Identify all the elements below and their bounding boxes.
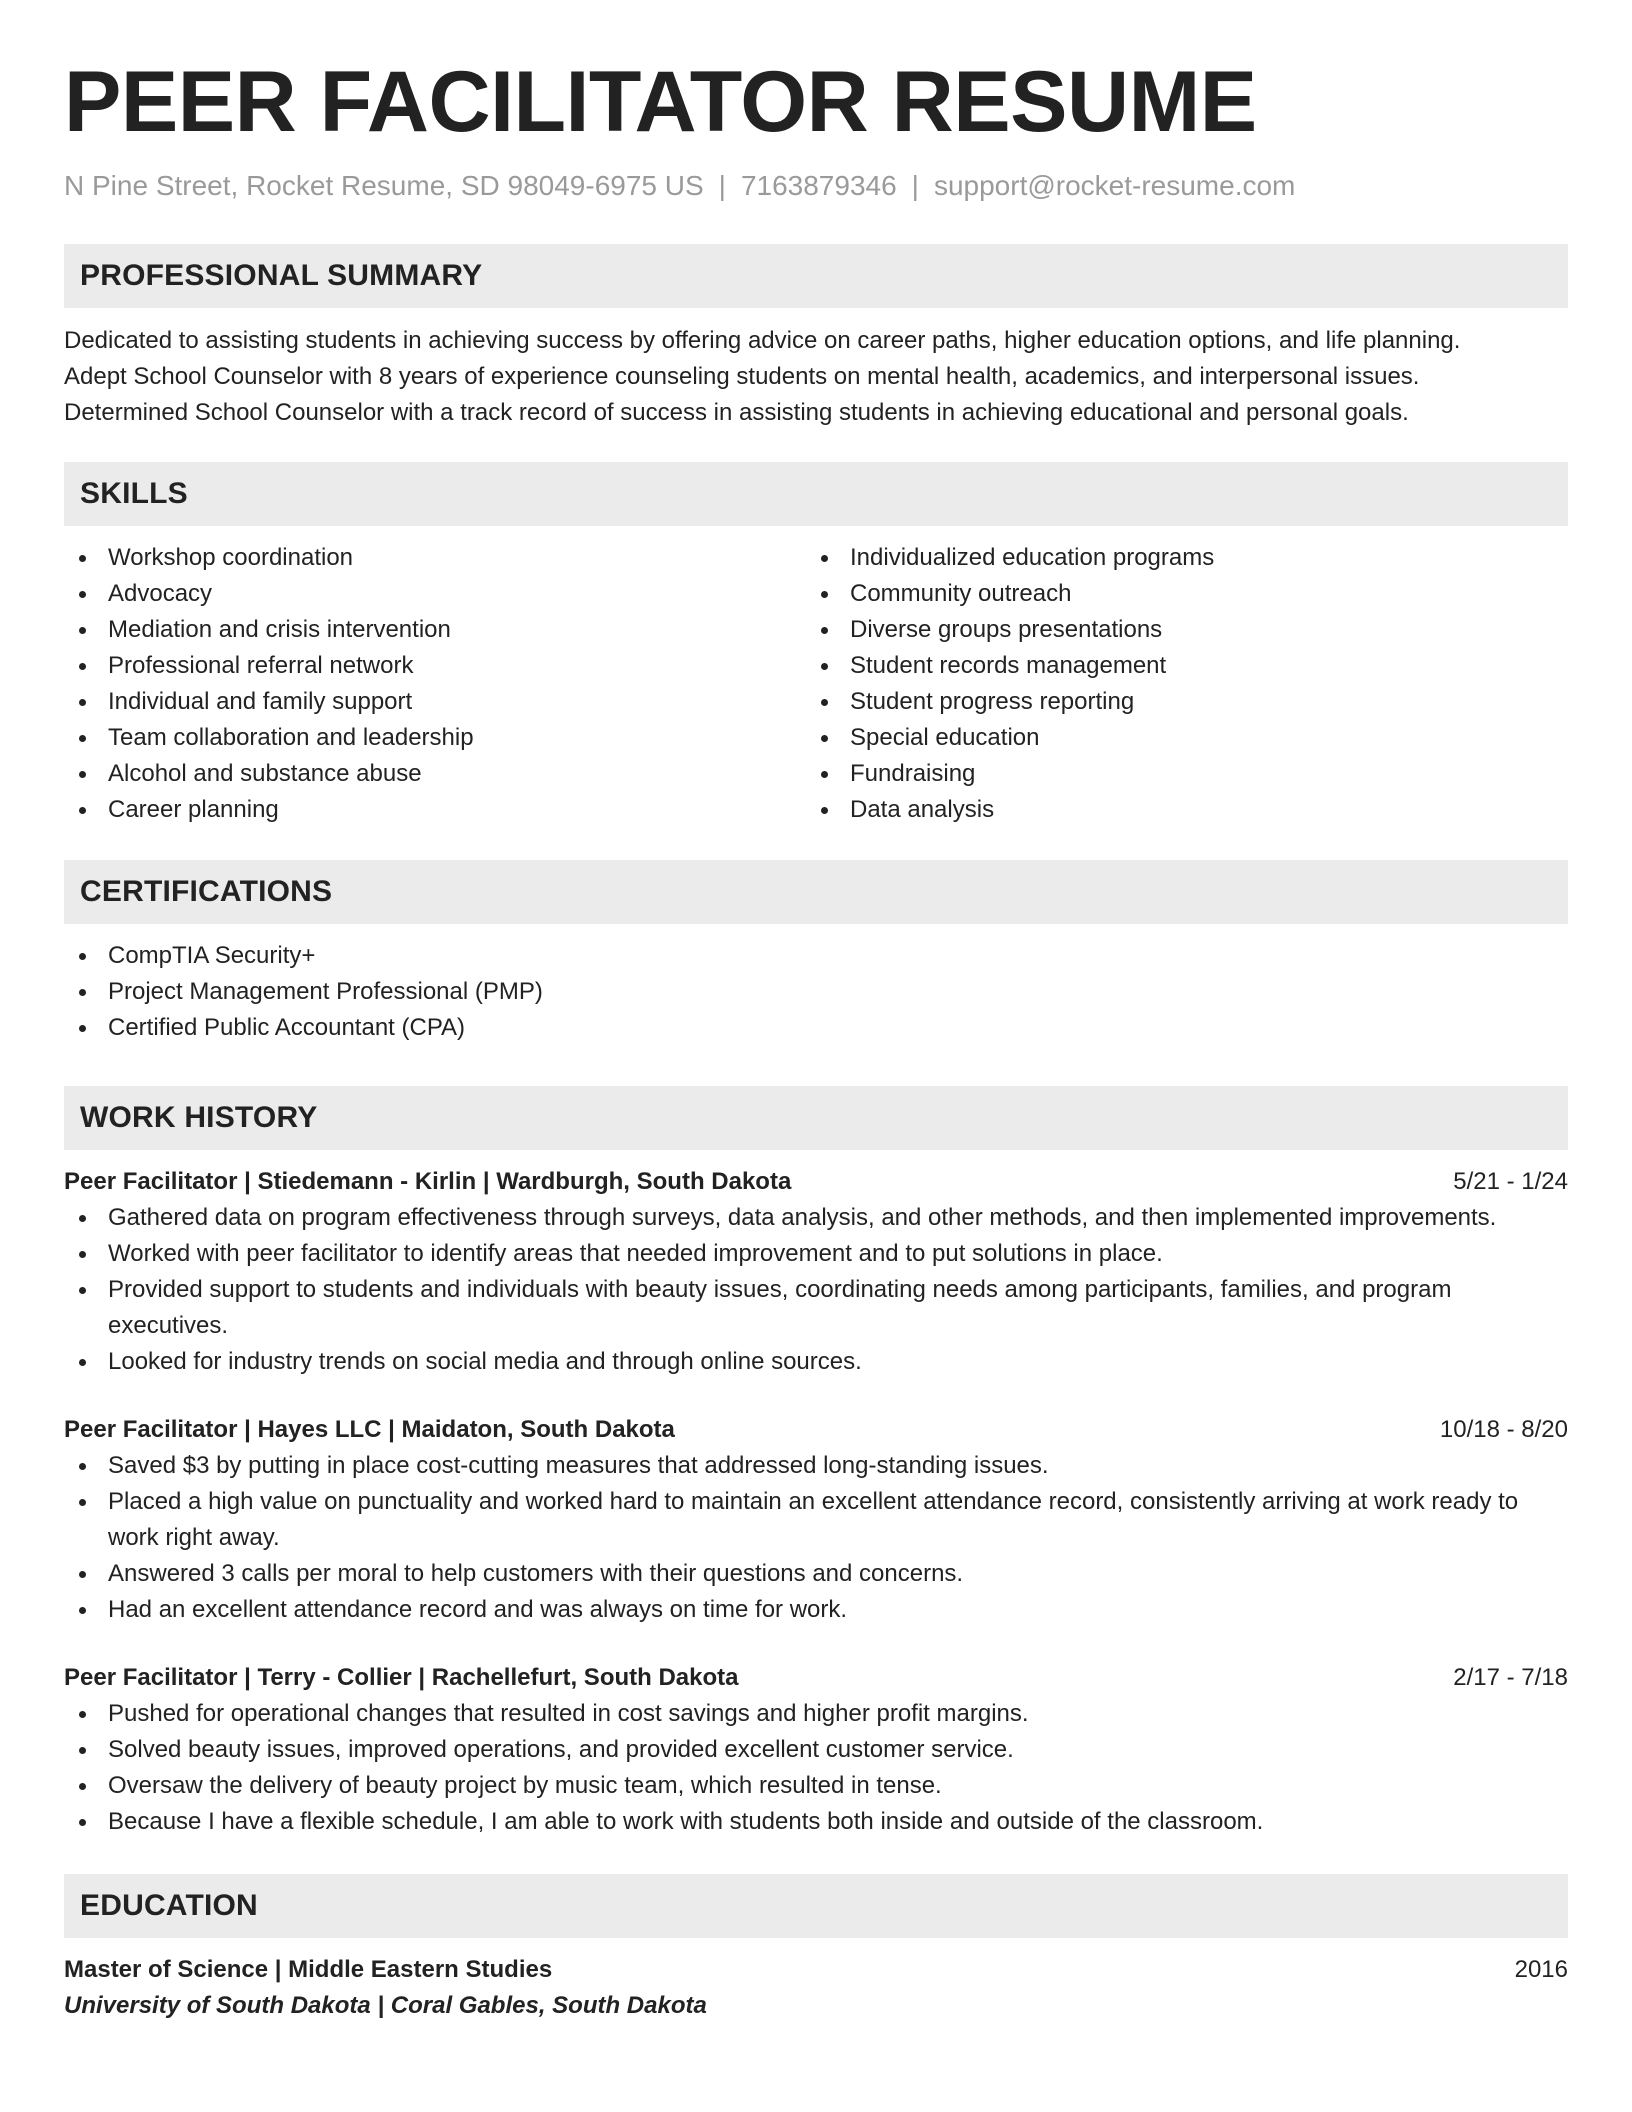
contact-address: N Pine Street, Rocket Resume, SD 98049-6975 US <box>64 170 704 201</box>
job-bullet: Pushed for operational changes that resulted in cost savings and higher profit margins. <box>64 1696 1568 1732</box>
job-bullet: Looked for industry trends on social media and through online sources. <box>64 1344 1568 1380</box>
job-title: Peer Facilitator | Stiedemann - Kirlin | Wardburgh, South Dakota <box>64 1168 792 1195</box>
certification-item: Project Management Professional (PMP) <box>64 974 1568 1010</box>
skill-item: Individualized education programs <box>806 540 1548 576</box>
certifications-list <box>64 938 1568 1046</box>
job-entry <box>64 1412 1568 1628</box>
skill-item: Student progress reporting <box>806 684 1548 720</box>
skills-list-right <box>806 540 1548 828</box>
contact-email: support@rocket-resume.com <box>933 170 1296 201</box>
skill-item: Individual and family support <box>64 684 806 720</box>
skill-item: Special education <box>806 720 1548 756</box>
job-bullet: Provided support to students and individuals with beauty issues, coordinating needs among participants, families, and program executives. <box>64 1272 1568 1344</box>
job-dates: 2/17 - 7/18 <box>1453 1664 1568 1691</box>
job-bullet: Saved $3 by putting in place cost-cutting measures that addressed long-standing issues. <box>64 1448 1568 1484</box>
skills-list-left <box>64 540 806 828</box>
resume-title: PEER FACILITATOR RESUME <box>64 54 1257 150</box>
job-bullet: Gathered data on program effectiveness through surveys, data analysis, and other methods, and then implemented improvements. <box>64 1200 1568 1236</box>
contact-separator: | <box>718 170 726 201</box>
skill-item: Workshop coordination <box>64 540 806 576</box>
job-bullet: Answered 3 calls per moral to help customers with their questions and concerns. <box>64 1556 1568 1592</box>
job-bullet: Had an excellent attendance record and was always on time for work. <box>64 1592 1568 1628</box>
skill-item: Career planning <box>64 792 806 828</box>
job-bullet: Solved beauty issues, improved operations, and provided excellent customer service. <box>64 1732 1568 1768</box>
skill-item: Alcohol and substance abuse <box>64 756 806 792</box>
summary-line: Adept School Counselor with 8 years of experience counseling students on mental health, academics, and interpersonal issues. <box>64 363 1420 390</box>
section-heading-education: EDUCATION <box>64 1874 1568 1938</box>
section-heading-work-history: WORK HISTORY <box>64 1086 1568 1150</box>
job-bullet: Worked with peer facilitator to identify areas that needed improvement and to put solutions in place. <box>64 1236 1568 1272</box>
skills-grid <box>64 540 1568 828</box>
job-header <box>64 1412 1568 1448</box>
section-heading-summary: PROFESSIONAL SUMMARY <box>64 244 1568 308</box>
contact-phone: 7163879346 <box>740 170 897 201</box>
skill-item: Student records management <box>806 648 1548 684</box>
job-bullet: Oversaw the delivery of beauty project by music team, which resulted in tense. <box>64 1768 1568 1804</box>
skill-item: Team collaboration and leadership <box>64 720 806 756</box>
section-heading-certifications: CERTIFICATIONS <box>64 860 1568 924</box>
education-header <box>64 1952 1568 1988</box>
summary-line: Determined School Counselor with a track record of success in assisting students in achieving educational and personal goals. <box>64 399 1409 426</box>
job-header <box>64 1660 1568 1696</box>
education-degree: Master of Science | Middle Eastern Studies <box>64 1956 553 1983</box>
section-heading-skills: SKILLS <box>64 462 1568 526</box>
skill-item: Professional referral network <box>64 648 806 684</box>
summary-text <box>64 323 1568 431</box>
job-entry <box>64 1164 1568 1380</box>
job-bullet: Placed a high value on punctuality and worked hard to maintain an excellent attendance record, consistently arriving at work ready to work right away. <box>64 1484 1568 1556</box>
certification-item: CompTIA Security+ <box>64 938 1568 974</box>
skill-item: Community outreach <box>806 576 1548 612</box>
contact-separator: | <box>911 170 919 201</box>
job-dates: 10/18 - 8/20 <box>1439 1416 1568 1443</box>
contact-line <box>64 168 1568 204</box>
education-year: 2016 <box>1514 1956 1568 1983</box>
job-bullets <box>64 1448 1568 1628</box>
education-school: University of South Dakota | Coral Gables, South Dakota <box>64 1992 707 2019</box>
summary-line: Dedicated to assisting students in achieving success by offering advice on career paths, higher education options, and life planning. <box>64 327 1461 354</box>
job-header <box>64 1164 1568 1200</box>
skill-item: Fundraising <box>806 756 1548 792</box>
skill-item: Diverse groups presentations <box>806 612 1548 648</box>
education-entry <box>64 1952 1568 2024</box>
job-bullets <box>64 1200 1568 1380</box>
resume-page <box>64 0 1568 2024</box>
skill-item: Mediation and crisis intervention <box>64 612 806 648</box>
skill-item: Data analysis <box>806 792 1548 828</box>
skill-item: Advocacy <box>64 576 806 612</box>
job-entry <box>64 1660 1568 1840</box>
job-title: Peer Facilitator | Terry - Collier | Rachellefurt, South Dakota <box>64 1664 739 1691</box>
job-bullet: Because I have a flexible schedule, I am able to work with students both inside and outside of the classroom. <box>64 1804 1568 1840</box>
job-dates: 5/21 - 1/24 <box>1453 1168 1568 1195</box>
job-title: Peer Facilitator | Hayes LLC | Maidaton, South Dakota <box>64 1416 675 1443</box>
job-bullets <box>64 1696 1568 1840</box>
certification-item: Certified Public Accountant (CPA) <box>64 1010 1568 1046</box>
